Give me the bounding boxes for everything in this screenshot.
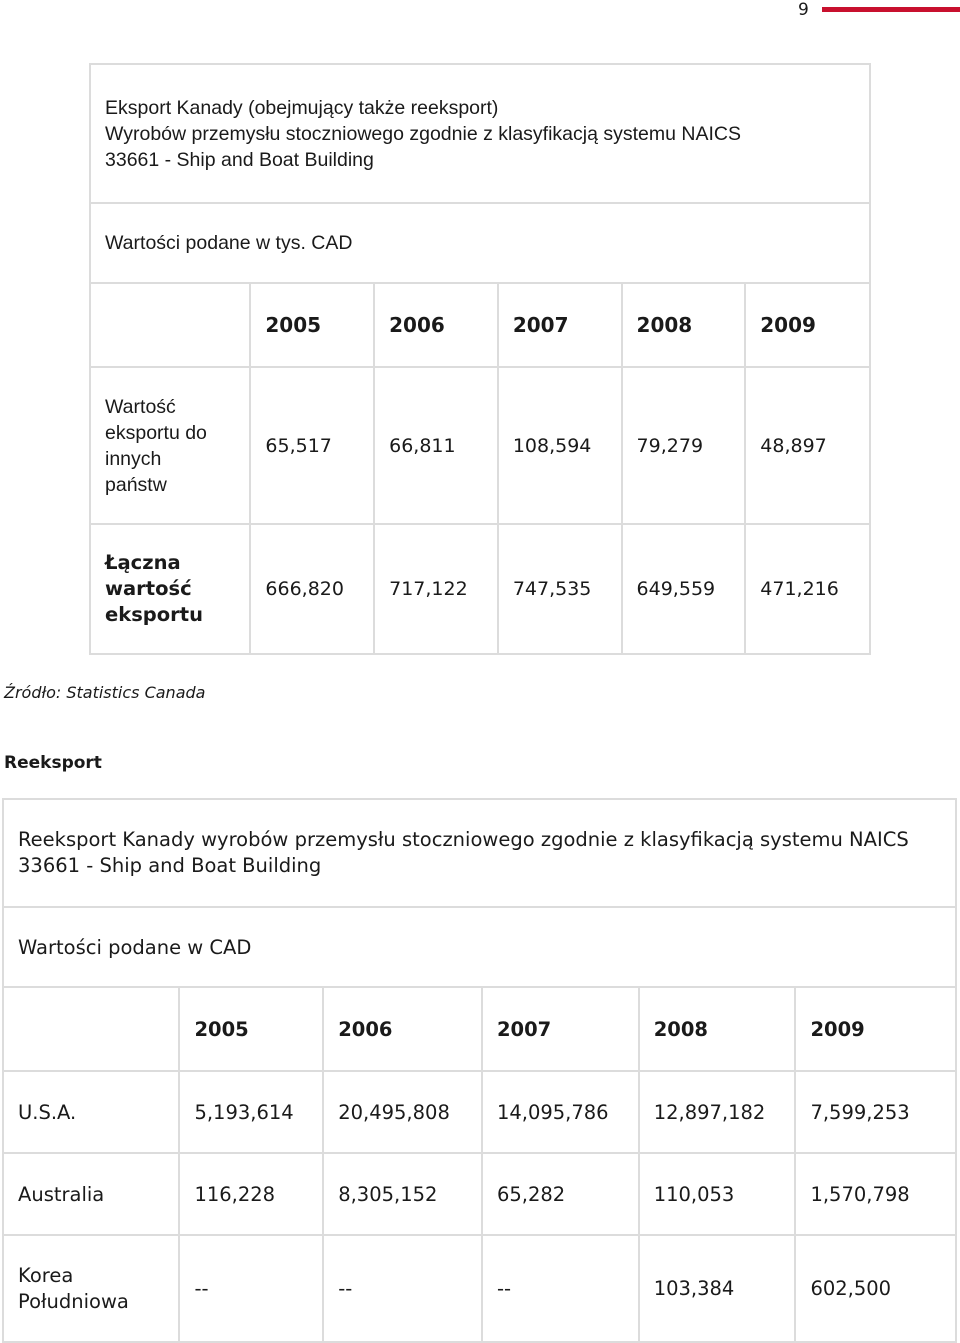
value-cell: 110,053 [639, 1153, 796, 1235]
row-label-line: wartość [105, 577, 192, 600]
table-row [90, 524, 870, 654]
export-table-title [90, 64, 870, 203]
value-cell: 602,500 [795, 1235, 956, 1342]
page-number: 9 [798, 0, 809, 20]
value-cell: 7,599,253 [795, 1071, 956, 1153]
value-cell: 66,811 [374, 367, 498, 524]
value-cell: 717,122 [374, 524, 498, 654]
export-table-unit: Wartości podane w tys. CAD [90, 203, 870, 283]
value-cell: 65,517 [250, 367, 374, 524]
reexport-heading: Reeksport [4, 753, 102, 773]
row-label: Australia [3, 1153, 179, 1235]
table-row [3, 1235, 956, 1342]
value-cell: 8,305,152 [323, 1153, 482, 1235]
value-cell: 20,495,808 [323, 1071, 482, 1153]
row-label-line: Korea [18, 1263, 74, 1287]
value-cell: 48,897 [745, 367, 870, 524]
value-cell: 79,279 [622, 367, 746, 524]
year-header: 2006 [323, 987, 482, 1071]
reexport-title-line: Reeksport Kanady wyrobów przemysłu stoczniowego zgodnie z klasyfikacją systemu NAICS [18, 828, 909, 851]
row-label [90, 524, 250, 654]
value-cell: 666,820 [250, 524, 374, 654]
row-label-line: eksportu [105, 603, 203, 626]
row-label-line: Wartość [105, 395, 176, 418]
reexport-table-title [3, 799, 956, 907]
row-label [3, 1235, 179, 1342]
row-label-line: Łączna [105, 551, 181, 574]
year-header: 2009 [795, 987, 956, 1071]
empty-header-cell [90, 283, 250, 367]
value-cell: 108,594 [498, 367, 622, 524]
value-cell: 103,384 [639, 1235, 796, 1342]
row-label-line: państw [105, 473, 167, 496]
value-cell: 14,095,786 [482, 1071, 639, 1153]
year-header: 2008 [622, 283, 746, 367]
row-label [90, 367, 250, 524]
row-label-line: eksportu do [105, 421, 207, 444]
value-cell: 116,228 [179, 1153, 323, 1235]
year-header: 2007 [498, 283, 622, 367]
year-header: 2007 [482, 987, 639, 1071]
table-row [90, 367, 870, 524]
table-row [3, 1153, 956, 1235]
year-header: 2006 [374, 283, 498, 367]
value-cell: 12,897,182 [639, 1071, 796, 1153]
source-note: Źródło: Statistics Canada [4, 683, 206, 702]
value-cell: -- [482, 1235, 639, 1342]
export-title-line: Eksport Kanady (obejmujący także reeksport) [105, 96, 499, 119]
reexport-title-line: 33661 - Ship and Boat Building [18, 854, 322, 877]
value-cell: -- [323, 1235, 482, 1342]
year-header: 2008 [639, 987, 796, 1071]
year-header: 2005 [250, 283, 374, 367]
reexport-table-unit: Wartości podane w CAD [3, 907, 956, 987]
export-table [89, 63, 871, 655]
value-cell: 471,216 [745, 524, 870, 654]
export-title-line: 33661 - Ship and Boat Building [105, 148, 374, 171]
export-title-line: Wyrobów przemysłu stoczniowego zgodnie z klasyfikacją systemu NAICS [105, 122, 741, 145]
value-cell: 747,535 [498, 524, 622, 654]
value-cell: 5,193,614 [179, 1071, 323, 1153]
reexport-table [2, 798, 957, 1343]
row-label-line: Południowa [18, 1289, 129, 1313]
year-header: 2005 [179, 987, 323, 1071]
value-cell: 65,282 [482, 1153, 639, 1235]
value-cell: -- [179, 1235, 323, 1342]
header-accent-bar [822, 7, 960, 12]
row-label: U.S.A. [3, 1071, 179, 1153]
row-label-line: innych [105, 447, 162, 470]
value-cell: 1,570,798 [795, 1153, 956, 1235]
empty-header-cell [3, 987, 179, 1071]
year-header: 2009 [745, 283, 870, 367]
value-cell: 649,559 [622, 524, 746, 654]
table-row [3, 1071, 956, 1153]
